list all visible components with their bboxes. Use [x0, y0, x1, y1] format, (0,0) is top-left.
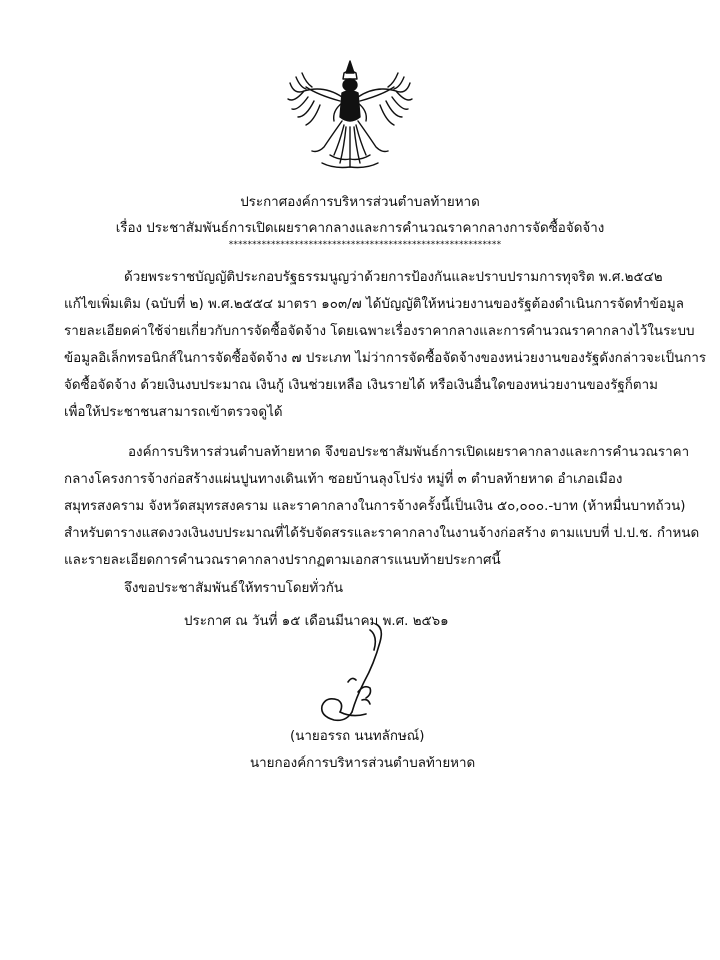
paragraph-2-line: องค์การบริหารส่วนตำบลท้ายหาด จึงขอประชาสัมพันธ์การเปิดเผยราคากลางและการคำนวณราคา [128, 445, 690, 460]
signer-name: (นายอรรถ นนทลักษณ์) [290, 729, 425, 744]
paragraph-1-line: ด้วยพระราชบัญญัติประกอบรัฐธรรมนูญว่าด้วยการป้องกันและปราบปรามการทุจริต พ.ศ.๒๕๔๒ [124, 270, 663, 285]
garuda-emblem [284, 55, 416, 175]
paragraph-1-line: รายละเอียดค่าใช้จ่ายเกี่ยวกับการจัดซื้อจัดจ้าง โดยเฉพาะเรื่องราคากลางและการคำนวณราคากลางไว้ในระบบ [64, 324, 695, 339]
paragraph-2-line: สมุทรสงคราม จังหวัดสมุทรสงคราม และราคากลางในการจ้างครั้งนี้เป็นเงิน ๕๐,๐๐๐.-บาท (ห้าหมื่นบาทถ้วน) [64, 499, 686, 514]
signer-position: นายกองค์การบริหารส่วนตำบลท้ายหาด [250, 756, 476, 771]
closing-statement: จึงขอประชาสัมพันธ์ให้ทราบโดยทั่วกัน [124, 581, 343, 596]
paragraph-2-line: กลางโครงการจ้างก่อสร้างแผ่นปูนทางเดินเท้า ซอยบ้านลุงโปร่ง หมู่ที่ ๓ ตำบลท้ายหาด อำเภอเมือง [64, 472, 623, 487]
handwritten-signature [312, 620, 412, 725]
paragraph-2-line: สำหรับตารางแสดงวงเงินงบประมาณที่ได้รับจัดสรรและราคากลางในงานจ้างก่อสร้าง ตามแบบที่ ป.ป.ช. กำหนด [64, 526, 700, 541]
announcement-title: ประกาศองค์การบริหารส่วนตำบลท้ายหาด [240, 195, 480, 210]
announcement-date: ประกาศ ณ วันที่ ๑๕ เดือนมีนาคม พ.ศ. ๒๕๖๑ [184, 614, 449, 629]
paragraph-1-line: จัดซื้อจัดจ้าง ด้วยเงินงบประมาณ เงินกู้ เงินช่วยเหลือ เงินรายได้ หรือเงินอื่นใดของหน่วยงานของรัฐก็ตาม [64, 378, 658, 393]
paragraph-1-line: เพื่อให้ประชาชนสามารถเข้าตรวจดูได้ [64, 405, 283, 420]
paragraph-1-line: ข้อมูลอิเล็กทรอนิกส์ในการจัดซื้อจัดจ้าง ๗ ประเภท ไม่ว่าการจัดซื้อจัดจ้างของหน่วยงานของรัฐดังกล่าวจะเป็นการ [64, 351, 707, 366]
paragraph-1-line: แก้ไขเพิ่มเติม (ฉบับที่ ๒) พ.ศ.๒๕๕๔ มาตรา ๑๐๓/๗ ได้บัญญัติให้หน่วยงานของรัฐต้องดำเนินการจัดทำข้อมูล [64, 297, 684, 312]
announcement-subject: เรื่อง ประชาสัมพันธ์การเปิดเผยราคากลางและการคำนวณราคากลางการจัดซื้อจัดจ้าง [115, 221, 605, 236]
paragraph-2-line: และรายละเอียดการคำนวณราคากลางปรากฏตามเอกสารแนบท้ายประกาศนี้ [64, 553, 501, 568]
separator-line: ********************************************************** [228, 240, 502, 250]
